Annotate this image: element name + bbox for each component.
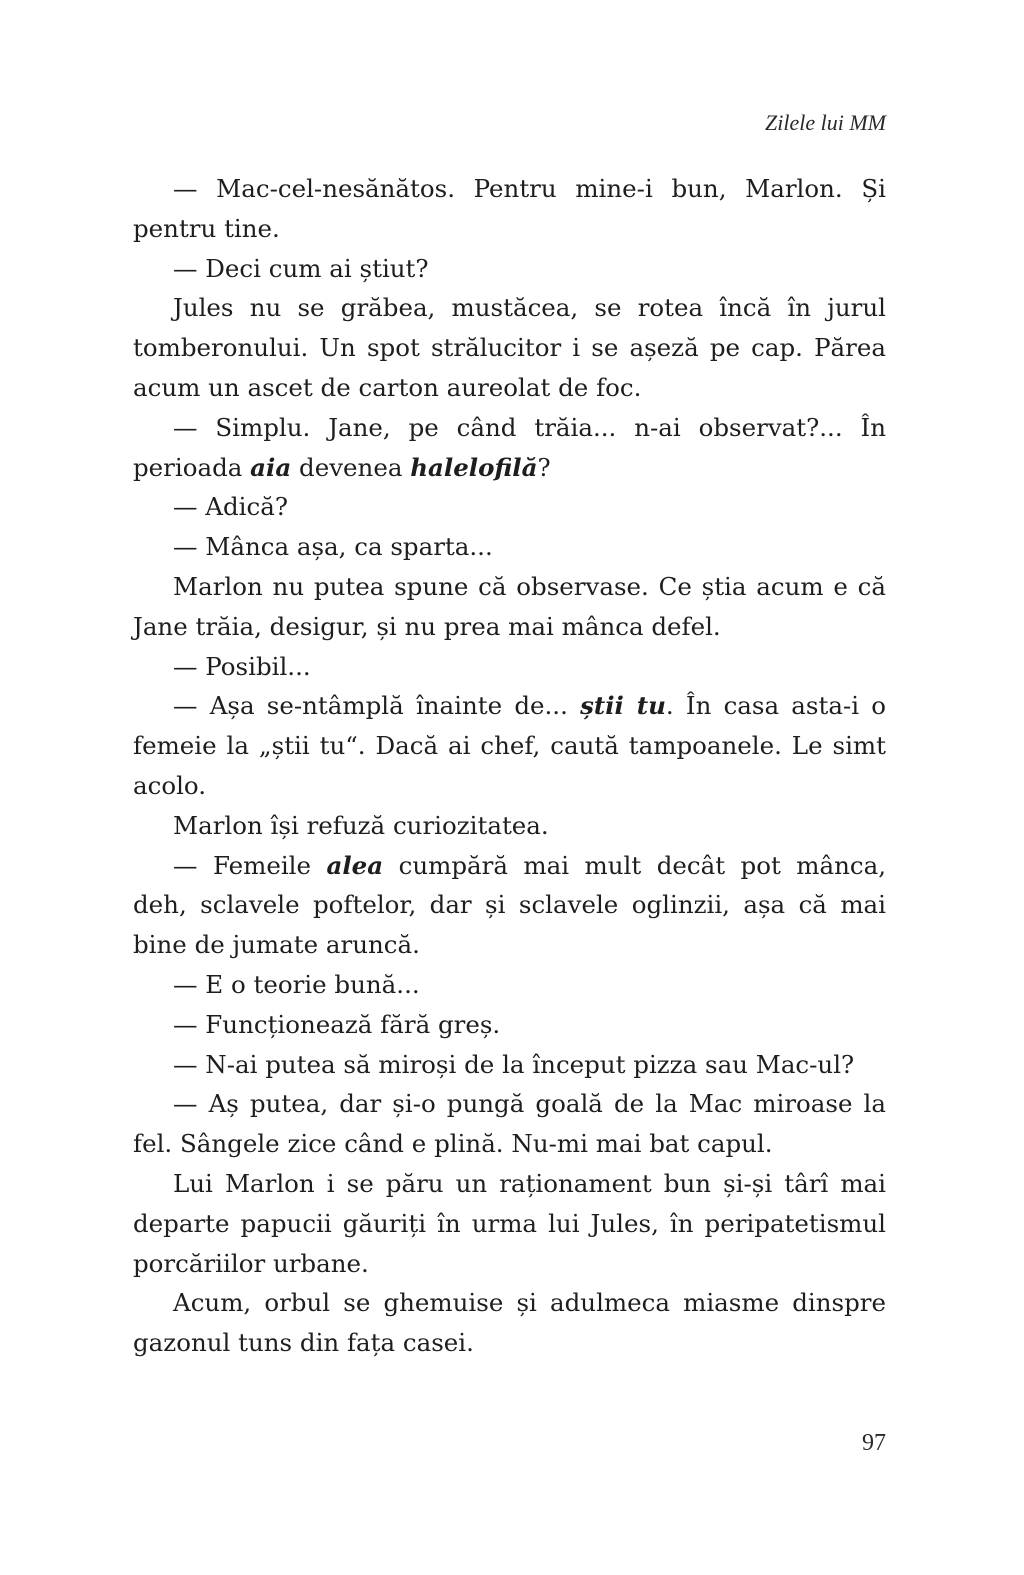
paragraph: — Simplu. Jane, pe când trăia... n-ai observat?... În perioada aia devenea halelofilă? xyxy=(133,412,886,482)
paragraph: — Funcționează fără greș. xyxy=(173,1009,501,1039)
paragraph: — Posibil... xyxy=(173,651,311,681)
paragraph: — E o teorie bună... xyxy=(173,969,420,999)
paragraph: — Deci cum ai știut? xyxy=(173,253,429,283)
paragraph: — Adică? xyxy=(173,492,288,522)
paragraph: — Așa se-ntâmplă înainte de... știi tu. În casa asta-i o femeie la „știi tu“. Dacă ai chef, caută tampoanele. Le simt acolo. xyxy=(133,691,886,800)
page-number: 97 xyxy=(862,1430,886,1456)
running-header: Zilele lui MM xyxy=(765,110,886,135)
paragraph: — Aș putea, dar și-o pungă goală de la Mac miroase la fel. Sângele zice când e plină. Nu-mi mai bat capul. xyxy=(133,1089,886,1159)
paragraph: Marlon nu putea spune că observase. Ce știa acum e că Jane trăia, desigur, și nu prea mai mânca defel. xyxy=(133,571,886,641)
emphasis: știi tu xyxy=(580,691,666,721)
paragraph: Lui Marlon i se păru un raționament bun și-și târî mai departe papucii găuriți în urma lui Jules, în peripatetismul porcăriilor urbane. xyxy=(133,1168,886,1278)
paragraph: — Mac-cel-nesănătos. Pentru mine-i bun, Marlon. Și pentru tine. xyxy=(133,174,886,243)
paragraph: Marlon își refuză curiozitatea. xyxy=(173,810,549,840)
paragraph: — Femeile alea cumpără mai mult decât pot mânca, deh, sclavele poftelor, dar și sclavele oglinzii, așa că mai bine de jumate aruncă. xyxy=(133,850,886,960)
emphasis: aia xyxy=(250,452,292,482)
emphasis: halelofilă xyxy=(410,452,538,482)
emphasis: alea xyxy=(326,850,384,880)
paragraph: — Mânca așa, ca sparta... xyxy=(173,532,493,562)
page-body xyxy=(133,169,886,1363)
paragraph: Jules nu se grăbea, mustăcea, se rotea încă în jurul tomberonului. Un spot strălucitor i se așeză pe cap. Părea acum un ascet de carton aureolat de foc. xyxy=(133,293,886,402)
paragraph: — N-ai putea să miroși de la început pizza sau Mac-ul? xyxy=(173,1049,855,1079)
paragraph: Acum, orbul se ghemuise și adulmeca miasme dinspre gazonul tuns din fața casei. xyxy=(133,1288,886,1358)
